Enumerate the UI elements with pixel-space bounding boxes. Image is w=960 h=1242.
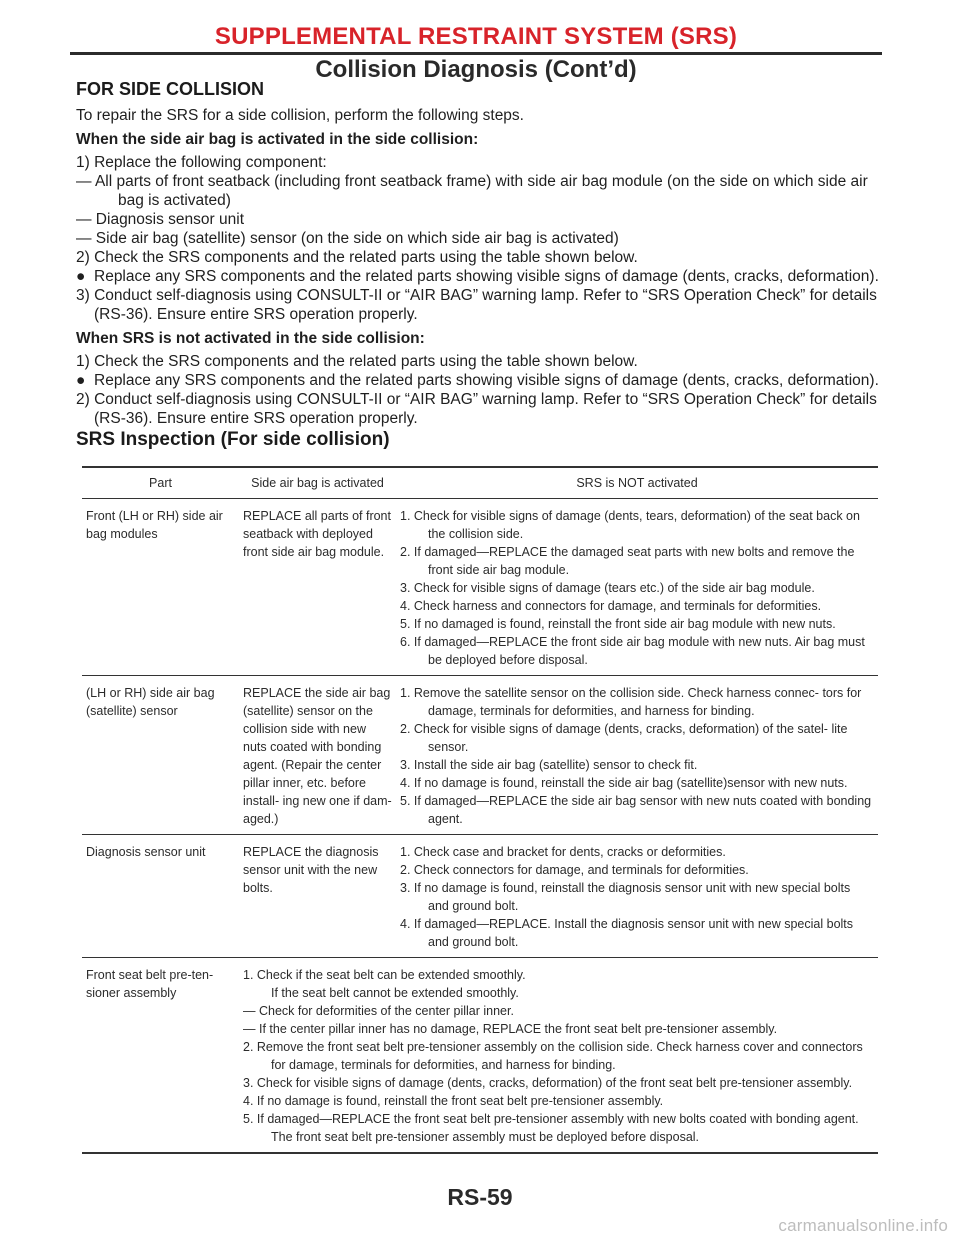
step-1: 1) Replace the following component: bbox=[76, 154, 327, 171]
list-item: 5. If no damaged is found, reinstall the front side air bag module with new nuts. bbox=[400, 617, 836, 631]
activated-cell: REPLACE all parts of front seatback with deployed front side air bag module. bbox=[239, 499, 396, 676]
table-row bbox=[82, 835, 878, 958]
list-item: 2. Remove the front seat belt pre-tensioner assembly on the collision side. Check harness cover and connectors for damage, terminals for deformities, and harness for binding. bbox=[243, 1040, 863, 1072]
table-row bbox=[82, 676, 878, 835]
list-item: 1. Remove the satellite sensor on the collision side. Check harness connec- tors for damage, terminals for deformities, and harness for binding. bbox=[400, 686, 862, 718]
not-activated-cell bbox=[396, 835, 878, 958]
list-item: 3. Check for visible signs of damage (tears etc.) of the side air bag module. bbox=[400, 581, 815, 595]
part-cell: (LH or RH) side air bag (satellite) sensor bbox=[82, 676, 239, 835]
activated-cell: REPLACE the side air bag (satellite) sensor on the collision side with new nuts coated with bonding agent. (Repair the center pillar inner, etc. before install- ing new one if dam- aged.) bbox=[239, 676, 396, 835]
side-collision-heading: FOR SIDE COLLISION bbox=[76, 79, 265, 99]
intro-text: To repair the SRS for a side collision, perform the following steps. bbox=[76, 107, 524, 124]
list-item: 2. Check connectors for damage, and terminals for deformities. bbox=[400, 863, 749, 877]
list-item: 2. If damaged—REPLACE the damaged seat parts with new bolts and remove the front side air bag module. bbox=[400, 545, 855, 577]
column-header: Part bbox=[82, 467, 239, 499]
na-step-2: 2) Conduct self-diagnosis using CONSULT-II or “AIR BAG” warning lamp. Refer to “SRS Operation Check” for details (RS-36). Ensure entire SRS operation properly. bbox=[76, 391, 877, 427]
column-header: SRS is NOT activated bbox=[396, 467, 878, 499]
list-item: 6. If damaged—REPLACE the front side air bag module with new nuts. Air bag must be deployed before disposal. bbox=[400, 635, 865, 667]
not-activated-cell bbox=[396, 676, 878, 835]
watermark: carmanualsonline.info bbox=[778, 1216, 948, 1235]
list-item: 3. Check for visible signs of damage (dents, cracks, deformation) of the front seat belt pre-tensioner assembly. bbox=[243, 1076, 853, 1090]
bullet-icon: ● bbox=[76, 372, 86, 389]
list-item: — If the center pillar inner has no damage, REPLACE the front seat belt pre-tensioner assembly. bbox=[243, 1022, 778, 1036]
na-bullet-item: ● Replace any SRS components and the related parts showing visible signs of damage (dents, cracks, deformation). bbox=[76, 372, 879, 389]
activated-heading: When the side air bag is activated in the side collision: bbox=[76, 131, 479, 148]
column-header: Side air bag is activated bbox=[239, 467, 396, 499]
page-subtitle: Collision Diagnosis (Cont’d) bbox=[315, 56, 637, 83]
activated-cell: REPLACE the diagnosis sensor unit with the new bolts. bbox=[239, 835, 396, 958]
list-item: 4. If no damage is found, reinstall the front seat belt pre-tensioner assembly. bbox=[243, 1094, 664, 1108]
table-row bbox=[82, 499, 878, 676]
list-item: If the seat belt cannot be extended smoothly. bbox=[271, 986, 519, 1000]
side-collision-section bbox=[76, 78, 882, 451]
section-title: SUPPLEMENTAL RESTRAINT SYSTEM (SRS) bbox=[214, 23, 738, 50]
part-cell: Front seat belt pre-ten- sioner assembly bbox=[82, 958, 239, 1154]
header-rule bbox=[70, 52, 882, 55]
part-cell: Front (LH or RH) side air bag modules bbox=[82, 499, 239, 676]
list-item: 1. Check case and bracket for dents, cracks or deformities. bbox=[400, 845, 726, 859]
list-item: 4. Check harness and connectors for damage, and terminals for deformities. bbox=[400, 599, 822, 613]
list-item: 5. If damaged—REPLACE the side air bag sensor with new nuts coated with bonding agent. bbox=[400, 794, 872, 826]
step-1c: — Side air bag (satellite) sensor (on the side on which side air bag is activated) bbox=[76, 230, 619, 247]
list-item: 4. If damaged—REPLACE. Install the diagnosis sensor unit with new special bolts and ground bolt. bbox=[400, 917, 854, 949]
list-item: 2. Check for visible signs of damage (dents, cracks, deformation) of the satel- lite sensor. bbox=[400, 722, 848, 754]
na-step-1: 1) Check the SRS components and the related parts using the table shown below. bbox=[76, 353, 638, 370]
list-item: 5. If damaged—REPLACE the front seat belt pre-tensioner assembly with new bolts coated with bonding agent. The front seat belt pre-tensioner assembly must be deployed before disposal. bbox=[243, 1112, 859, 1144]
step-2: 2) Check the SRS components and the related parts using the table shown below. bbox=[76, 249, 638, 266]
combined-cell bbox=[239, 958, 878, 1154]
part-cell: Diagnosis sensor unit bbox=[82, 835, 239, 958]
not-activated-cell bbox=[396, 499, 878, 676]
inspection-table bbox=[82, 466, 878, 1154]
inspection-heading: SRS Inspection (For side collision) bbox=[76, 429, 390, 450]
list-item: — Check for deformities of the center pillar inner. bbox=[243, 1004, 514, 1018]
list-item: 1. Check for visible signs of damage (dents, tears, deformation) of the seat back on the collision side. bbox=[400, 509, 860, 541]
list-item: 3. If no damage is found, reinstall the diagnosis sensor unit with new special bolts and ground bolt. bbox=[400, 881, 851, 913]
page-number: RS-59 bbox=[447, 1184, 513, 1210]
table-row bbox=[82, 958, 878, 1154]
bullet-icon: ● bbox=[76, 268, 86, 285]
table-header-row bbox=[82, 467, 878, 499]
list-item: 1. Check if the seat belt can be extended smoothly. bbox=[243, 968, 526, 982]
bullet-item: ● Replace any SRS components and the related parts showing visible signs of damage (dents, cracks, deformation). bbox=[76, 268, 879, 285]
step-3: 3) Conduct self-diagnosis using CONSULT-II or “AIR BAG” warning lamp. Refer to “SRS Operation Check” for details (RS-36). Ensure entire SRS operation properly. bbox=[76, 287, 877, 323]
list-item: 3. Install the side air bag (satellite) sensor to check fit. bbox=[400, 758, 698, 772]
step-1a: — All parts of front seatback (including front seatback frame) with side air bag module (on the side on which side air bag is activated) bbox=[76, 173, 868, 209]
not-activated-heading: When SRS is not activated in the side collision: bbox=[76, 330, 425, 347]
list-item: 4. If no damage is found, reinstall the side air bag (satellite)sensor with new nuts. bbox=[400, 776, 848, 790]
step-1b: — Diagnosis sensor unit bbox=[76, 211, 244, 228]
